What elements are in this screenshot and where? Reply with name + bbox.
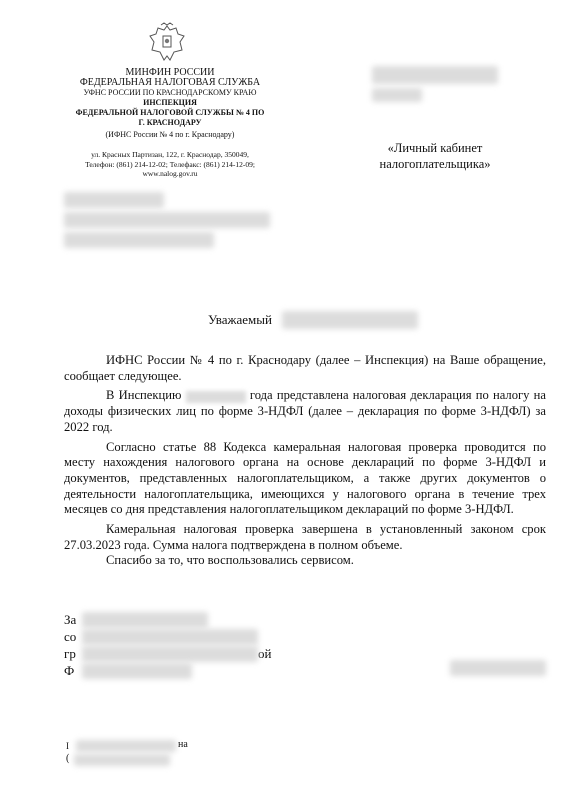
department-name: УФНС РОССИИ ПО КРАСНОДАРСКОМУ КРАЮ xyxy=(83,88,257,97)
cabinet-line-2: налогоплательщика» xyxy=(379,157,491,171)
redacted-signer-3 xyxy=(82,646,258,662)
recipient-block xyxy=(360,140,510,172)
paragraph-2-rest: года представлена налоговая декларация по налогу на доходы физических лиц по форме 3-НДФЛ (далее – декларация по форме 3-НДФЛ) за 2022 год. xyxy=(64,388,546,434)
address-line-2: Телефон: (861) 214-12-02; Телефакс: (861) 214-12-09; xyxy=(85,159,255,169)
paragraph-3: Согласно статье 88 Кодекса камеральная налоговая проверка проводится по месту нахождения налогового органа на основе деклараций по форме 3-НДФЛ и документов, представленных налогоплательщиком, а также других документов о деятельности налогоплательщика, имеющихся у налогового органа в течение трех месяцев со дня представления налогоплательщиком деклараций по форме 3-НДФЛ. xyxy=(64,439,546,517)
signature-line-1: За xyxy=(64,612,77,627)
redacted-reference-3 xyxy=(64,232,214,248)
letter-body xyxy=(64,353,546,573)
greeting: Уважаемый xyxy=(208,312,272,327)
inspection-line-2: ФЕДЕРАЛЬНОЙ НАЛОГОВОЙ СЛУЖБЫ № 4 ПО xyxy=(75,108,265,117)
executor-line-1-start: Ι xyxy=(66,741,69,751)
redacted-recipient-line-2 xyxy=(372,88,422,102)
redacted-signer-1 xyxy=(82,612,208,628)
signature-line-4: Ф xyxy=(64,663,75,678)
inspection-line-1: ИНСПЕКЦИЯ xyxy=(143,98,197,107)
cabinet-line-1: «Личный кабинет xyxy=(387,141,483,155)
sender-header xyxy=(70,68,270,140)
sender-address xyxy=(70,150,270,179)
paragraph-4: Камеральная налоговая проверка завершена в установленный законом срок 27.03.2023 года. Сумма налога подтверждена в полном объеме. xyxy=(64,522,546,552)
russian-emblem-icon xyxy=(148,22,186,64)
service-name: ФЕДЕРАЛЬНАЯ НАЛОГОВАЯ СЛУЖБА xyxy=(79,77,261,88)
redacted-reference-1 xyxy=(64,192,164,208)
paragraph-2-start: В Инспекцию xyxy=(106,388,182,403)
ministry-name: МИНФИН РОССИИ xyxy=(125,67,215,78)
redacted-signer-2 xyxy=(82,629,258,645)
executor-line-1-end: на xyxy=(178,739,188,750)
redacted-reference-2 xyxy=(64,212,270,228)
redacted-signer-4 xyxy=(82,663,192,679)
redacted-executor-2 xyxy=(74,754,170,766)
inspection-short-name: (ИФНС России № 4 по г. Краснодару) xyxy=(105,130,235,139)
redacted-executor-1 xyxy=(76,740,176,752)
paragraph-5: Спасибо за то, что воспользовались сервисом. xyxy=(106,553,354,568)
signature-line-2: со xyxy=(64,629,77,644)
inspection-line-3: Г. КРАСНОДАРУ xyxy=(138,118,202,127)
address-line-3: www.nalog.gov.ru xyxy=(142,169,198,178)
redacted-signer-name xyxy=(450,660,546,676)
paragraph-2 xyxy=(64,388,546,435)
signature-line-3-end: ой xyxy=(258,646,272,661)
paragraph-1: ИФНС России № 4 по г. Краснодару (далее – Инспекция) на Ваше обращение, сообщает следующее. xyxy=(64,353,546,383)
redacted-recipient-line-1 xyxy=(372,66,498,84)
redacted-addressee-name xyxy=(282,311,418,329)
redacted-date xyxy=(186,391,246,403)
address-line-1: ул. Красных Партизан, 122, г. Краснодар, 350049, xyxy=(91,150,249,159)
executor-line-2: ( xyxy=(66,753,70,764)
signature-line-3-start: гр xyxy=(64,646,76,661)
